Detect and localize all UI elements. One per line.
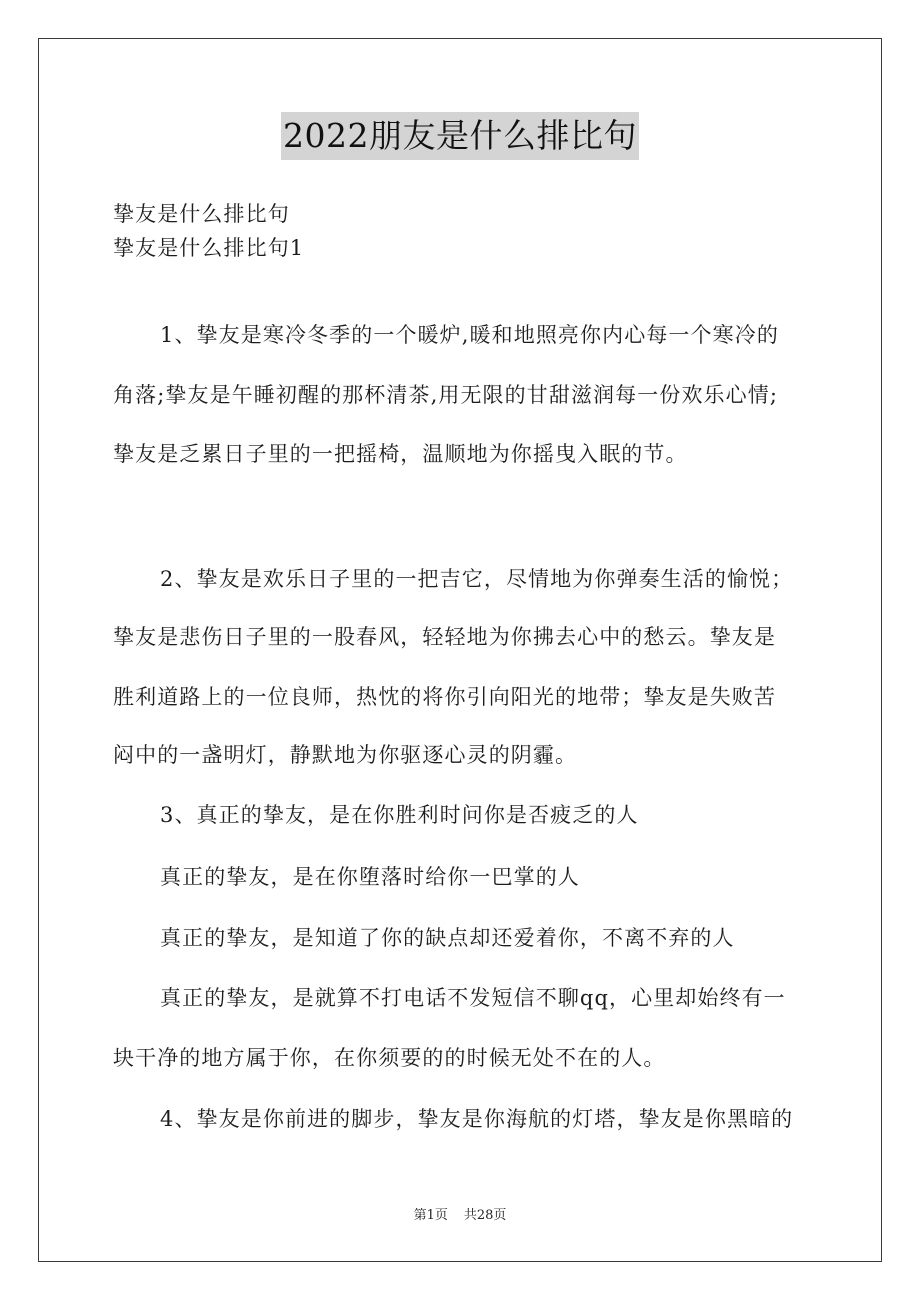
- paragraph-7: 4、挚友是你前进的脚步，挚友是你海航的灯塔，挚友是你黑暗的: [160, 1107, 794, 1131]
- paragraph-6-line-1: 真正的挚友，是就算不打电话不发短信不聊qq，心里却始终有一: [160, 986, 786, 1010]
- paragraph-2-line-1: 2、挚友是欢乐日子里的一把吉它，尽情地为你弹奏生活的愉悦；: [160, 567, 794, 591]
- paragraph-2-line-4: 闷中的一盏明灯，静默地为你驱逐心灵的阴霾。: [113, 743, 578, 767]
- paragraph-1-line-3: 挚友是乏累日子里的一把摇椅，温顺地为你摇曳入眠的节。: [113, 442, 688, 466]
- heading-1: 挚友是什么排比句: [113, 202, 290, 226]
- heading-2: 挚友是什么排比句1: [113, 236, 305, 260]
- paragraph-1-line-1: 1、挚友是寒冷冬季的一个暖炉,暖和地照亮你内心每一个寒冷的: [160, 323, 779, 347]
- document-title: 2022朋友是什么排比句: [281, 112, 639, 160]
- page-footer: [0, 1207, 920, 1225]
- paragraph-1-line-2: 角落;挚友是午睡初醒的那杯清茶,用无限的甘甜滋润每一份欢乐心情;: [113, 383, 779, 407]
- paragraph-2-line-2: 挚友是悲伤日子里的一股春风，轻轻地为你拂去心中的愁云。挚友是: [113, 625, 776, 649]
- title-container: [0, 112, 920, 160]
- page-number: 第1页: [413, 1208, 448, 1223]
- total-pages: 共28页: [463, 1208, 507, 1223]
- paragraph-4: 真正的挚友，是在你堕落时给你一巴掌的人: [160, 865, 580, 889]
- paragraph-2-line-3: 胜利道路上的一位良师，热忱的将你引向阳光的地带；挚友是失败苦: [113, 685, 776, 709]
- paragraph-6-line-2: 块干净的地方属于你，在你须要的的时候无处不在的人。: [113, 1046, 666, 1070]
- paragraph-3: 3、真正的挚友，是在你胜利时问你是否疲乏的人: [160, 803, 639, 827]
- paragraph-5: 真正的挚友，是知道了你的缺点却还爱着你，不离不弃的人: [160, 926, 735, 950]
